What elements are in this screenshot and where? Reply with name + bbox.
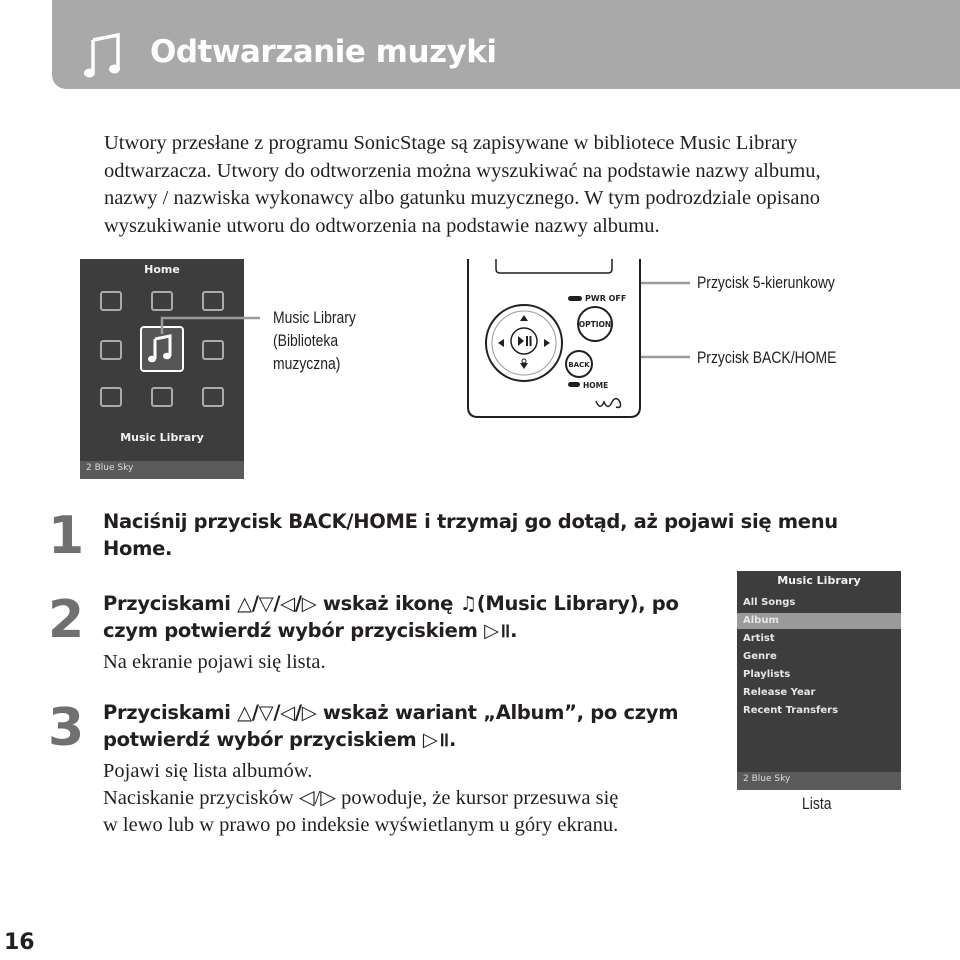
page-number: 16 xyxy=(4,930,35,955)
intro-text: Utwory przesłane z programu SonicStage są zapisywane w bibliotece Music Library odtwarzacza. Utwory do odtworzenia można wyszukiwać na podstawie nazwy albumu, nazwy / nazwiska wykonawcy albo gatunku muzycznego. W tym podrozdziale opisano wyszukiwanie utworu do odtworzenia na podstawie nazwy albumu. xyxy=(104,132,821,237)
callout-line: muzyczna) xyxy=(273,354,341,373)
step-number-1: 1 xyxy=(48,506,85,566)
list-item: Recent Transfers xyxy=(743,705,839,716)
list-item: Artist xyxy=(743,633,775,644)
list-item: Genre xyxy=(743,651,777,662)
page-title: Odtwarzanie muzyki xyxy=(150,34,497,70)
list-item: All Songs xyxy=(743,597,796,608)
step-2-body xyxy=(103,649,326,676)
body-line: Na ekranie pojawi się lista. xyxy=(103,651,326,673)
body-line: Naciskanie przycisków ◁/▷ powoduje, że kursor przesuwa się xyxy=(103,787,619,809)
heading-line: Home. xyxy=(103,537,173,560)
step-number-2: 2 xyxy=(48,590,85,650)
status-text: 2 Blue Sky xyxy=(743,774,791,784)
option-label: OPTION xyxy=(578,320,612,329)
list-screen-status xyxy=(737,772,901,790)
callout-line: (Biblioteka xyxy=(273,331,339,350)
list-item: Album xyxy=(743,615,779,626)
status-text: 2 Blue Sky xyxy=(86,463,134,473)
callout-line: Music Library xyxy=(273,308,356,327)
callout-five-way-button: Przycisk 5-kierunkowy xyxy=(697,273,835,292)
heading-line: Przyciskami △/▽/◁/▷ wskaż ikonę ♫(Music Library), po xyxy=(103,592,679,615)
home-screen-title: Home xyxy=(144,263,180,276)
list-screen-image xyxy=(737,571,901,790)
body-line: Pojawi się lista albumów. xyxy=(103,760,313,782)
home-screen-caption: Music Library xyxy=(120,431,204,444)
back-label: BACK xyxy=(568,361,590,369)
list-item: Release Year xyxy=(743,687,816,698)
list-caption: Lista xyxy=(802,794,832,813)
heading-line: czym potwierdź wybór przyciskiem ▷॥. xyxy=(103,619,518,642)
pwr-off-label: PWR OFF xyxy=(585,294,627,303)
list-item: Playlists xyxy=(743,669,791,680)
home-label: HOME xyxy=(583,381,609,390)
step-3-body xyxy=(103,758,618,839)
player-device-diagram xyxy=(466,259,642,419)
step-3-heading xyxy=(103,699,678,753)
body-line: w lewo lub w prawo po indeksie wyświetlanym u góry ekranu. xyxy=(103,814,619,836)
callout-music-library xyxy=(273,306,356,375)
heading-line: Naciśnij przycisk BACK/HOME i trzymaj go dotąd, aż pojawi się menu xyxy=(103,510,838,533)
heading-line: Przyciskami △/▽/◁/▷ wskaż wariant „Album”, po czym xyxy=(103,701,679,724)
callout-back-home-button: Przycisk BACK/HOME xyxy=(697,348,837,367)
step-1-heading xyxy=(103,508,838,562)
step-number-3: 3 xyxy=(48,698,85,758)
heading-line: potwierdź wybór przyciskiem ▷॥. xyxy=(103,728,457,751)
step-2-heading xyxy=(103,590,679,644)
list-screen-title: Music Library xyxy=(777,574,861,587)
